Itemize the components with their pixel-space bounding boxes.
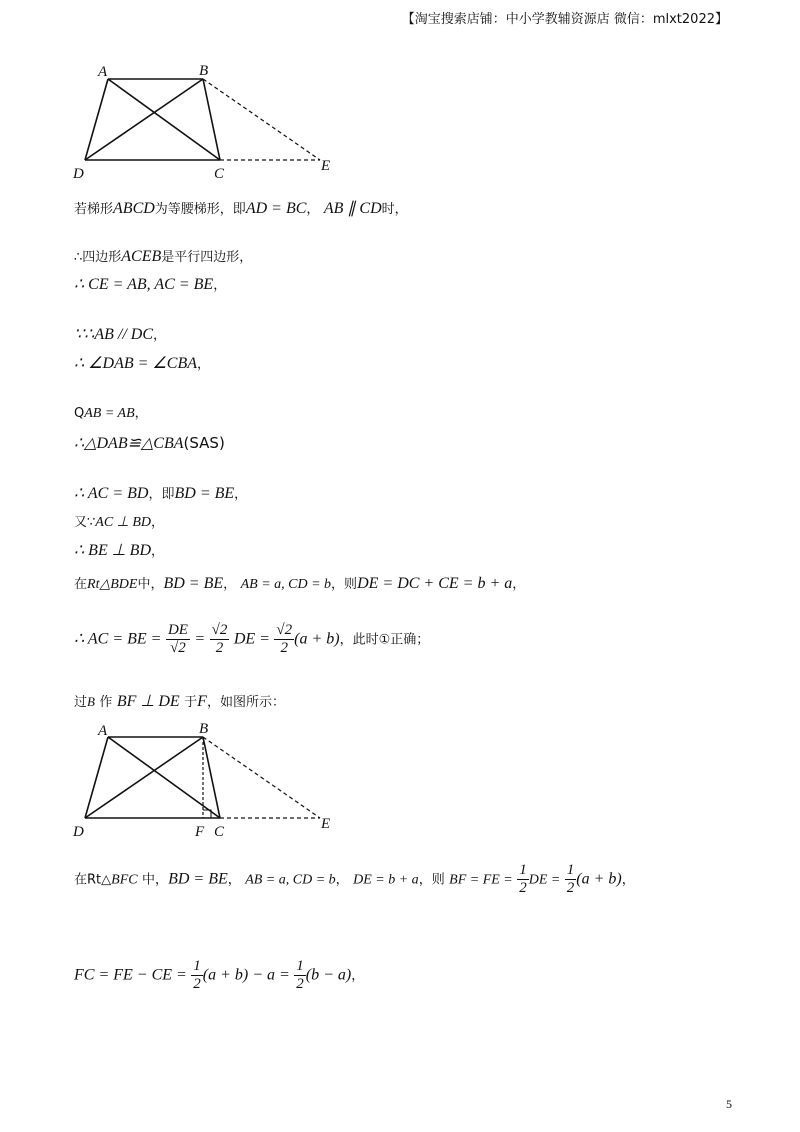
fraction-sqrt2-2b: $\frac{√2}{2}$ [276,622,293,656]
line-12: ∴ AC = BE = $\frac{DE}{√2}$ = $\frac{√2}{2}$ DE = $\frac{√2}{2}$ (a + b)，此时①正确； [74,622,430,656]
dashed-be [203,737,320,818]
line-5: ∴ ∠DAB = ∠CBA， [74,355,210,372]
line-4: ∵∴AB // DC， [74,326,167,343]
line-7: ∴△DAB≌△CBA(SAS) [74,434,225,452]
edge-ad [85,737,108,818]
fig2-label-e: E [321,816,331,832]
dashed-be [203,79,320,160]
diagonal-bd [85,737,203,818]
fig2-label-c: C [214,824,225,840]
fraction-de-sqrt2: $\frac{DE}{√2}$ [167,622,188,656]
line-13: 过B 作 BF ⊥ DE 于F，如图所示： [74,693,285,710]
line-3: ∴ CE = AB, AC = BE， [74,276,227,293]
line-2: ∴四边形ACEB是平行四边形， [74,248,253,265]
line-10: ∴ BE ⊥ BD， [74,542,165,559]
diagonal-ac [108,79,220,160]
page-number: 5 [726,1097,732,1111]
fig1-label-d: D [73,166,84,182]
fraction-sqrt2-2: $\frac{√2}{2}$ [211,622,228,656]
fig1-label-e: E [321,158,331,174]
line-6: QAB = AB， [74,406,148,421]
fig2-label-f: F [195,824,205,840]
line-14: 在Rt△BFC 中，BD = BE， AB = a, CD = b， DE = b + a，则 BF = FE = $\frac{1}{2}$ DE = $\frac{1}{2}$ (a + b)， [74,862,635,896]
fraction-half-1: $\frac{1}{2}$ [519,862,527,896]
fig2-label-b: B [199,721,209,737]
fraction-half-4: $\frac{1}{2}$ [296,958,304,992]
edge-bc [203,79,220,160]
fig1-label-a: A [98,64,108,80]
edge-ad [85,79,108,160]
fig2-label-a: A [98,723,108,739]
fig1-label-b: B [199,63,209,79]
fraction-half-3: $\frac{1}{2}$ [193,958,201,992]
line-9: 又∵AC ⊥ BD， [74,515,165,530]
line-11: 在Rt△BDE中，BD = BE， AB = a, CD = b，则DE = DC + CE = b + a， [74,575,526,592]
fig1-label-c: C [214,166,225,182]
edge-bc [203,737,220,818]
page-header: 【淘宝搜索店铺：中小学教辅资源店 微信：mlxt2022】 [401,12,728,27]
fig2-label-d: D [73,824,84,840]
fraction-half-2: $\frac{1}{2}$ [566,862,575,896]
line-8: ∴ AC = BD，即BD = BE， [74,485,248,502]
diagonal-bd [85,79,203,160]
figure-2 [85,737,320,818]
figure-1 [85,79,320,160]
line-1: 若梯形ABCD为等腰梯形，即AD = BC， AB ∥ CD时， [74,200,408,217]
line-15: FC = FE − CE = $\frac{1}{2}$ (a + b) − a = $\frac{1}{2}$ (b − a)， [74,958,365,992]
